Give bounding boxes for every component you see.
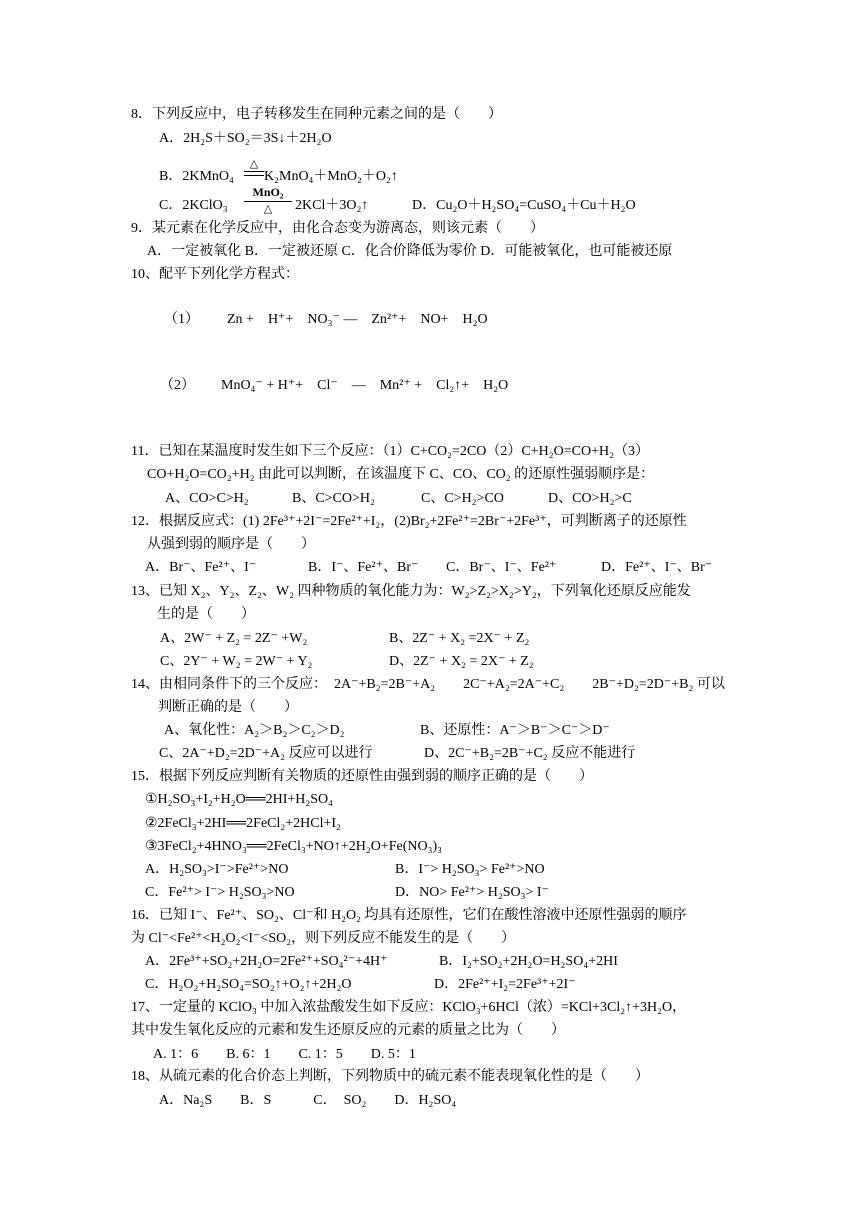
q18-options: A．Na₂S B．S C． SO₂ D．H₂SO₄ xyxy=(159,1093,457,1108)
q17-line1: 17、一定量的 KClO₃ 中加入浓盐酸发生如下反应：KClO₃+6HCl（浓）=KCl+3Cl₂↑+3H₂O， xyxy=(131,1000,687,1015)
q8-option-c-right: 2KCl＋3O₂↑ xyxy=(295,198,369,213)
q15-stem: 15．根据下列反应判断有关物质的还原性由强到弱的顺序正确的是（ ） xyxy=(131,769,593,784)
q15-reaction-1: ①H₂SO₃+I₂+H₂O══2HI+H₂SO₄ xyxy=(145,792,334,807)
q10-eq1-number: （1） xyxy=(164,312,199,327)
q10-eq2: MnO₄⁻ + H⁺+ Cl⁻ — Mn²⁺ + Cl₂↑+ H₂O xyxy=(221,378,509,393)
q14-line2: 判断正确的是（ ） xyxy=(158,700,298,715)
q13-line1: 13、已知 X₂、Y₂、Z₂、W₂ 四种物质的氧化能力为：W₂>Z₂>X₂>Y₂，下列氧化还原反应能发 xyxy=(131,584,691,599)
q11-option-a: A、CO>C>H₂ xyxy=(165,491,249,506)
q14-option-d: D、2C⁻+B₂=2B⁻+C₂ 反应不能进行 xyxy=(424,746,636,761)
q13-option-a: A、2W⁻ + Z₂ = 2Z⁻ +W₂ xyxy=(160,631,308,646)
q14-line1: 14、由相同条件下的三个反应： 2A⁻+B₂=2B⁻+A₂ 2C⁻+A₂=2A⁻+C₂ 2B⁻+D₂=2D⁻+B₂ 可以 xyxy=(131,677,725,692)
q14-option-a: A、氧化性：A₂＞B₂＞C₂＞D₂ xyxy=(164,723,345,738)
q11-line2: CO+H₂O=CO₂+H₂ 由此可以判断，在该温度下 C、CO、CO₂ 的还原性强弱顺序是： xyxy=(147,467,655,482)
q11-option-c: C、C>H₂>CO xyxy=(421,491,504,506)
q8-option-b-equals-sign xyxy=(244,171,264,176)
q9-stem: 9．某元素在化学反应中，由化合态变为游离态，则该元素（ ） xyxy=(131,221,544,236)
q15-option-a: A．H₂SO₃>I⁻>Fe²⁺>NO xyxy=(145,862,289,877)
q17-options: A. 1：6 B. 6：1 C. 1：5 D. 5：1 xyxy=(153,1047,416,1062)
q15-reaction-3: ③3FeCl₂+4HNO₃══2FeCl₃+NO↑+2H₂O+Fe(NO₃)₃ xyxy=(145,839,443,854)
q11-option-b: B、C>CO>H₂ xyxy=(292,491,375,506)
q13-line2: 生的是（ ） xyxy=(157,607,255,622)
q12-line1: 12．根据反应式：(1) 2Fe³⁺+2I⁻=2Fe²⁺+I₂，(2)Br₂+2Fe²⁺=2Br⁻+2Fe³⁺，可判断离子的还原性 xyxy=(131,514,687,529)
q10-stem: 10、配平下列化学方程式： xyxy=(131,267,299,282)
q18-stem: 18、从硫元素的化合价态上判断，下列物质中的硫元素不能表现氧化性的是（ ） xyxy=(131,1069,649,1084)
q8-option-c-arrow-line xyxy=(244,201,292,202)
q9-options: A．一定被氧化 B．一定被还原 C．化合价降低为零价 D．可能被氧化，也可能被还原 xyxy=(147,244,673,259)
q16-line1: 16．已知 I⁻、Fe²⁺、SO₂、Cl⁻和 H₂O₂ 均具有还原性，它们在酸性溶液中还原性强弱的顺序 xyxy=(131,908,687,923)
q8-option-c-heat: △ xyxy=(263,203,273,215)
q15-option-b: B．I⁻> H₂SO₃> Fe²⁺>NO xyxy=(395,862,545,877)
q12-option-d: D．Fe²⁺、I⁻、Br⁻ xyxy=(601,560,713,575)
q15-reaction-2: ②2FeCl₃+2HI══2FeCl₂+2HCl+I₂ xyxy=(145,816,341,831)
q10-eq2-number: （2） xyxy=(160,378,195,393)
q8-stem: 8．下列反应中，电子转移发生在同种元素之间的是（ ） xyxy=(131,107,502,122)
q16-line2: 为 Cl⁻<Fe²⁺<H₂O₂<I⁻<SO₂，则下列反应不能发生的是（ ） xyxy=(131,931,516,946)
q8-option-b-right: K₂MnO₄＋MnO₂＋O₂↑ xyxy=(264,169,398,184)
q8-option-b-left: B．2KMnO₄ xyxy=(159,169,234,184)
q10-eq1: Zn + H⁺+ NO₃⁻ — Zn²⁺+ NO+ H₂O xyxy=(227,312,488,327)
q16-option-a: A．2Fe³⁺+SO₂+2H₂O=2Fe²⁺+SO₄²⁻+4H⁺ xyxy=(145,954,388,969)
q15-option-d: D．NO> Fe²⁺> H₂SO₃> I⁻ xyxy=(395,885,549,900)
q14-option-b: B、还原性：A⁻＞B⁻＞C⁻＞D⁻ xyxy=(420,723,610,738)
q8-option-d: D．Cu₂O＋H₂SO₄=CuSO₄＋Cu＋H₂O xyxy=(412,198,636,213)
q14-option-c: C、2A⁻+D₂=2D⁻+A₂ 反应可以进行 xyxy=(159,746,373,761)
q12-option-a: A．Br⁻、Fe²⁺、I⁻ xyxy=(145,560,257,575)
q8-option-c-catalyst: MnO₂ xyxy=(252,185,284,199)
q11-option-d: D、CO>H₂>C xyxy=(548,491,632,506)
q13-option-b: B、2Z⁻ + X₂ =2X⁻ + Z₂ xyxy=(389,631,530,646)
q15-option-c: C．Fe²⁺> I⁻> H₂SO₃>NO xyxy=(145,885,295,900)
q16-option-c: C．H₂O₂+H₂SO₄=SO₂↑+O₂↑+2H₂O xyxy=(145,977,352,992)
q8-option-c-left: C．2KClO₃ xyxy=(159,198,228,213)
q13-option-d: D、2Z⁻ + X₂ = 2X⁻ + Z₂ xyxy=(389,654,534,669)
q8-option-a: A．2H₂S＋SO₂＝3S↓＋2H₂O xyxy=(159,131,332,146)
q12-option-c: C．Br⁻、I⁻、Fe²⁺ xyxy=(446,560,557,575)
q11-line1: 11．已知在某温度时发生如下三个反应：（1）C+CO₂=2CO（2）C+H₂O=CO+H₂（3） xyxy=(131,444,649,459)
q17-line2: 其中发生氧化反应的元素和发生还原反应的元素的质量之比为（ ） xyxy=(131,1023,565,1038)
q12-line2: 从强到弱的顺序是（ ） xyxy=(147,537,315,552)
q16-option-d: D．2Fe²⁺+I₂=2Fe³⁺+2I⁻ xyxy=(434,977,576,992)
q16-option-b: B．I₂+SO₂+2H₂O=H₂SO₄+2HI xyxy=(439,954,618,969)
q8-option-b-condition: △ xyxy=(249,158,259,170)
q13-option-c: C、2Y⁻ + W₂ = 2W⁻ + Y₂ xyxy=(160,654,313,669)
q12-option-b: B．I⁻、Fe²⁺、Br⁻ xyxy=(308,560,419,575)
